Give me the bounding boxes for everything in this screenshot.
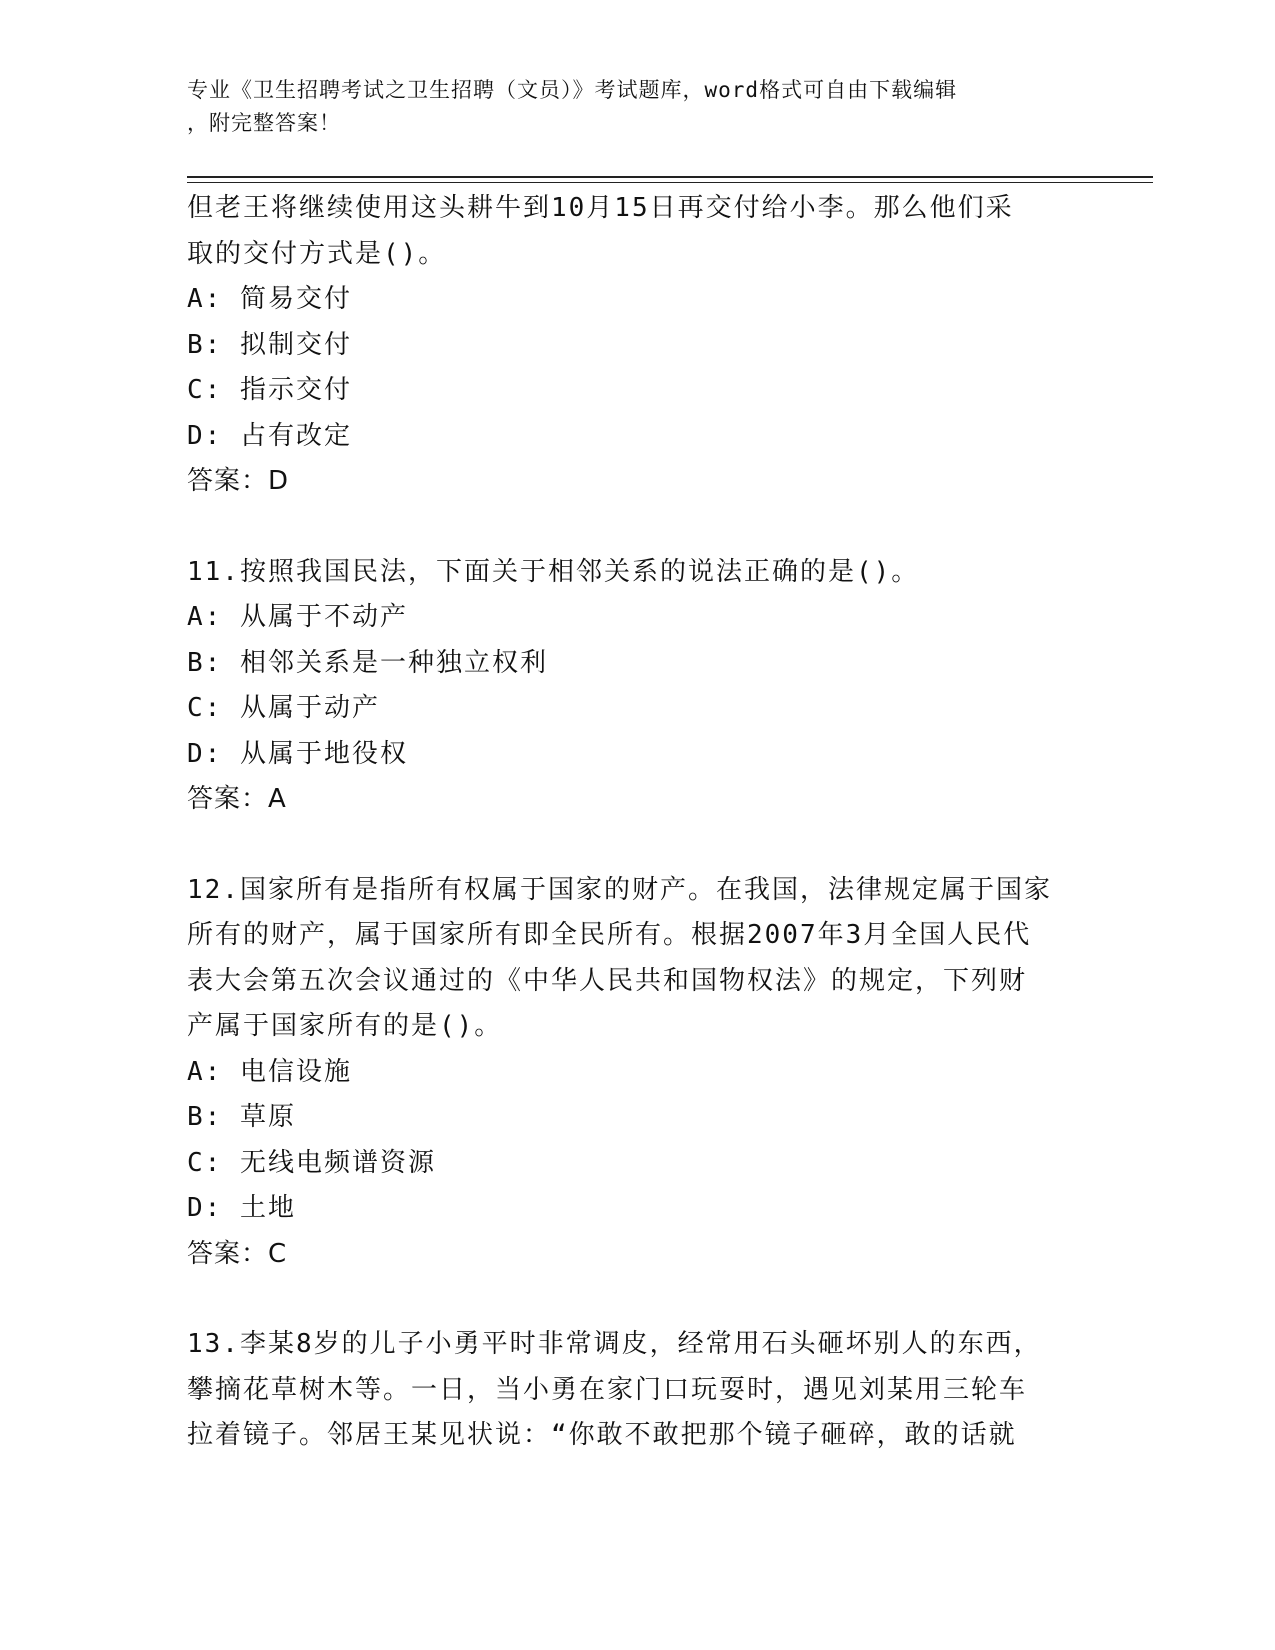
question-text-line: 产属于国家所有的是()。 xyxy=(187,1011,503,1041)
question-content xyxy=(187,186,1077,1459)
document-header xyxy=(187,74,1067,140)
answer-line: 答案：A xyxy=(187,784,287,814)
question-text-line: 表大会第五次会议通过的《中华人民共和国物权法》的规定，下列财 xyxy=(187,965,1028,996)
header-line-1: 专业《卫生招聘考试之卫生招聘（文员）》考试题库，word格式可自由下载编辑 xyxy=(187,78,958,102)
option-c: C: 指示交付 xyxy=(187,375,352,405)
header-divider-thin xyxy=(187,182,1153,183)
question-text-line: 但老王将继续使用这头耕牛到10月15日再交付给小李。那么他们采 xyxy=(187,193,1014,223)
header-divider-thick xyxy=(187,176,1153,178)
question-11 xyxy=(187,550,1077,823)
question-text-line: 所有的财产，属于国家所有即全民所有。根据2007年3月全国人民代 xyxy=(187,920,1032,950)
answer-line: 答案：C xyxy=(187,1238,288,1269)
question-13 xyxy=(187,1322,1077,1459)
option-d: D: 从属于地役权 xyxy=(187,738,408,769)
option-b: B: 草原 xyxy=(187,1102,296,1132)
option-b: B: 相邻关系是一种独立权利 xyxy=(187,647,548,678)
header-line-2: ，附完整答案！ xyxy=(187,111,341,135)
spacer xyxy=(187,505,1077,550)
spacer xyxy=(187,823,1077,868)
question-10 xyxy=(187,186,1077,505)
option-d: D: 土地 xyxy=(187,1193,296,1223)
option-a: A: 简易交付 xyxy=(187,284,352,314)
answer-line: 答案：D xyxy=(187,466,290,496)
question-text-line: 13.李某8岁的儿子小勇平时非常调皮，经常用石头砸坏别人的东西， xyxy=(187,1329,1042,1359)
question-text-line: 取的交付方式是()。 xyxy=(187,238,447,269)
option-a: A: 从属于不动产 xyxy=(187,602,408,632)
question-text-line: 攀摘花草树木等。一日，当小勇在家门口玩耍时，遇见刘某用三轮车 xyxy=(187,1374,1028,1405)
question-text-line: 12.国家所有是指所有权属于国家的财产。在我国，法律规定属于国家 xyxy=(187,874,1052,905)
option-b: B: 拟制交付 xyxy=(187,329,352,360)
option-a: A: 电信设施 xyxy=(187,1056,352,1087)
option-d: D: 占有改定 xyxy=(187,420,352,451)
question-text-line: 拉着镜子。邻居王某见状说：“你敢不敢把那个镜子砸碎，敢的话就 xyxy=(187,1420,1017,1450)
question-12 xyxy=(187,868,1077,1278)
spacer xyxy=(187,1277,1077,1322)
question-text-line: 11.按照我国民法，下面关于相邻关系的说法正确的是()。 xyxy=(187,556,920,587)
option-c: C: 无线电频谱资源 xyxy=(187,1147,436,1178)
option-c: C: 从属于动产 xyxy=(187,693,380,723)
